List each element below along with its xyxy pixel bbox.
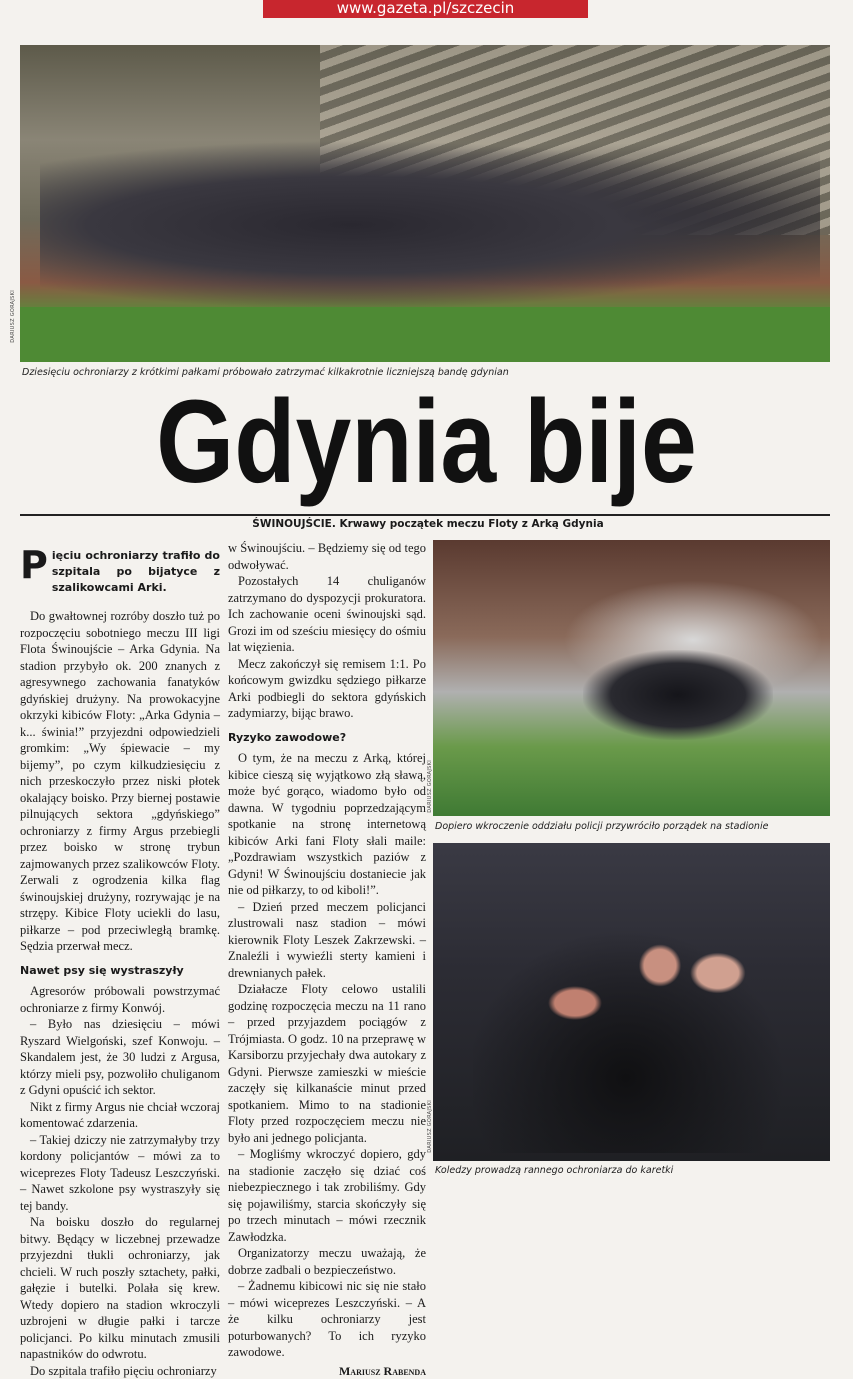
photo-police-intervention <box>433 540 830 816</box>
paragraph: Na boisku doszło do regularnej bitwy. Będący w liczebnej przewadze przyjezdni tłukli ochroniarzy, jak chcieli. W ruch poszły sztachety, pałki, gałęzie i butelki. Polała się krew. Wtedy dopiero na stadion wkroczyli uzbrojeni w długie pałki i tarcze policjanci. Po kilku minutach zmusili napastników do odwrotu. <box>20 1214 220 1363</box>
paragraph: Agresorów próbowali powstrzymać ochroniarze z firmy Konwój. <box>20 983 220 1016</box>
photo-caption: Dopiero wkroczenie oddziału policji przywróciło porządek na stadionie <box>435 821 768 832</box>
paragraph: – Takiej dziczy nie zatrzymałyby trzy kordony policjantów – mówi za to wiceprezes Floty Tadeusz Leszczyński. – Nawet szkolone psy wystraszyły się tej bandy. <box>20 1132 220 1215</box>
paragraph: – Było nas dziesięciu – mówi Ryszard Wielgoński, szef Konwoju. – Skandalem jest, że 30 ludzi z Argusa, którzy mieli psy, pozwoliło chuliganom z Gdyni opuścić ich sektor. <box>20 1016 220 1099</box>
byline: Mariusz Rabenda <box>228 1363 426 1379</box>
paragraph: w Świnoujściu. – Będziemy się od tego odwoływać. <box>228 540 426 573</box>
divider <box>20 514 830 516</box>
photo-credit: DARIUSZ GORAJSKI <box>427 1100 433 1153</box>
article-column-1 <box>20 548 220 1379</box>
section-heading: Ryzyko zawodowe? <box>228 730 426 747</box>
paragraph: Mecz zakończył się remisem 1:1. Po końcowym gwizdku sędziego piłkarze Arki podbiegli do sektora gdyńskich zadymiarzy, bijąc brawo. <box>228 656 426 722</box>
subheadline: ŚWINOUJŚCIE. Krwawy początek meczu Floty z Arką Gdynia <box>228 518 628 530</box>
article-column-2 <box>228 540 426 1379</box>
photo-caption: Koledzy prowadzą rannego ochroniarza do karetki <box>435 1165 673 1176</box>
paragraph: Nikt z firmy Argus nie chciał wczoraj komentować zdarzenia. <box>20 1099 220 1132</box>
photo-police <box>583 650 773 740</box>
paragraph: Do szpitala trafiło pięciu ochroniarzy <box>20 1363 220 1379</box>
lead-text: ięciu ochroniarzy trafiło do szpitala po bijatyce z szalikowcami Arki. <box>52 549 220 594</box>
website-banner: www.gazeta.pl/szczecin <box>263 0 588 18</box>
paragraph: – Dzień przed meczem policjanci zlustrowali nasz stadion – mówi kierownik Floty Leszek Zakrzewski. – Znaleźli i wywieźli sterty kamieni i drewnianych pałek. <box>228 899 426 982</box>
photo-injured-guard <box>433 843 830 1161</box>
paragraph: O tym, że na meczu z Arką, której kibice cieszą się wyjątkowo złą sławą, może być gorąco, wiadomo było od dawna. W tygodniu poprzedzającym spotkanie na stronę internetową kibiców Arki fani Floty słali maile: „Pozdrawiam wszystkich paziów z Gdyni! W Świnoujściu dostaniecie jak nie od piłkarzy, to od kiboli!”. <box>228 750 426 899</box>
photo-people <box>473 903 813 1153</box>
photo-caption: Dziesięciu ochroniarzy z krótkimi pałkami próbowało zatrzymać kilkakrotnie liczniejszą bandę gdynian <box>22 367 509 378</box>
photo-credit: DARIUSZ GORAJSKI <box>10 290 16 343</box>
paragraph: Pozostałych 14 chuliganów zatrzymano do dyspozycji prokuratora. Ich zachowanie oceni świnoujski sąd. Grozi im od sześciu miesięcy do ośmiu lat więzienia. <box>228 573 426 656</box>
photo-fans-fight <box>20 45 830 362</box>
section-heading: Nawet psy się wystraszyły <box>20 963 220 980</box>
paragraph: Działacze Floty celowo ustalili godzinę rozpoczęcia meczu na 11 rano – przed przyjazdem pociągów z Trójmiasta. O godz. 10 na przeprawę w Karsiborzu przyjechały dwa autokary z Gdyni. Pierwsze zamieszki w mieście zaczęły się kilkanaście minut przed spotkaniem. Mimo to na stadionie Floty przed rozpoczęciem meczu nie było ani jednego policjanta. <box>228 981 426 1146</box>
headline: Gdynia bije <box>64 380 789 504</box>
photo-crowd <box>40 140 820 310</box>
drop-cap: P <box>20 549 48 581</box>
photo-pitch <box>20 307 830 362</box>
article-lead <box>20 548 220 596</box>
photo-credit: DARIUSZ GORAJSKI <box>427 760 433 813</box>
paragraph: – Żadnemu kibicowi nic się nie stało – mówi wiceprezes Leszczyński. – A że kilku ochroniarzy jest poturbowanych? To ich ryzyko zawodowe. <box>228 1278 426 1361</box>
paragraph: – Mogliśmy wkroczyć dopiero, gdy na stadionie zaczęło się dziać coś niebezpiecznego i tak zrobiliśmy. Gdy się pojawiliśmy, starcia skończyły się po trzech minutach – mówi rzecznik Zawłodzka. <box>228 1146 426 1245</box>
paragraph: Organizatorzy meczu uważają, że dobrze zadbali o bezpieczeństwo. <box>228 1245 426 1278</box>
paragraph: Do gwałtownej rozróby doszło tuż po rozpoczęciu sobotniego meczu III ligi Flota Świnoujście – Arka Gdynia. Na stadion przybyło ok. 200 znanych z agresywnego zachowania fanatyków gdyńskiej drużyny. Na prowokacyjne okrzyki kibiców Floty: „Arka Gdynia – k... świnia!” przyjezdni odpowiedzieli gromkim: „Wy śpiewacie – my bijemy”, po czym kilkudziesięciu z nich przeskoczyło przez niski płotek okalający boisko. Przy biernej postawie pilnujących sektora „gdyńskiego” ochroniarzy z firmy Argus przebiegli przez boisko w stronę trybun zajmowanych przez szalikowców Floty. Zerwali z ogrodzenia kilka flag świnoujskiej drużyny, rozrywając je na strzępy. Kibice Floty uciekli do lasu, piłkarze – pod przeciwległą bramkę. Sędzia przerwał mecz. <box>20 608 220 955</box>
